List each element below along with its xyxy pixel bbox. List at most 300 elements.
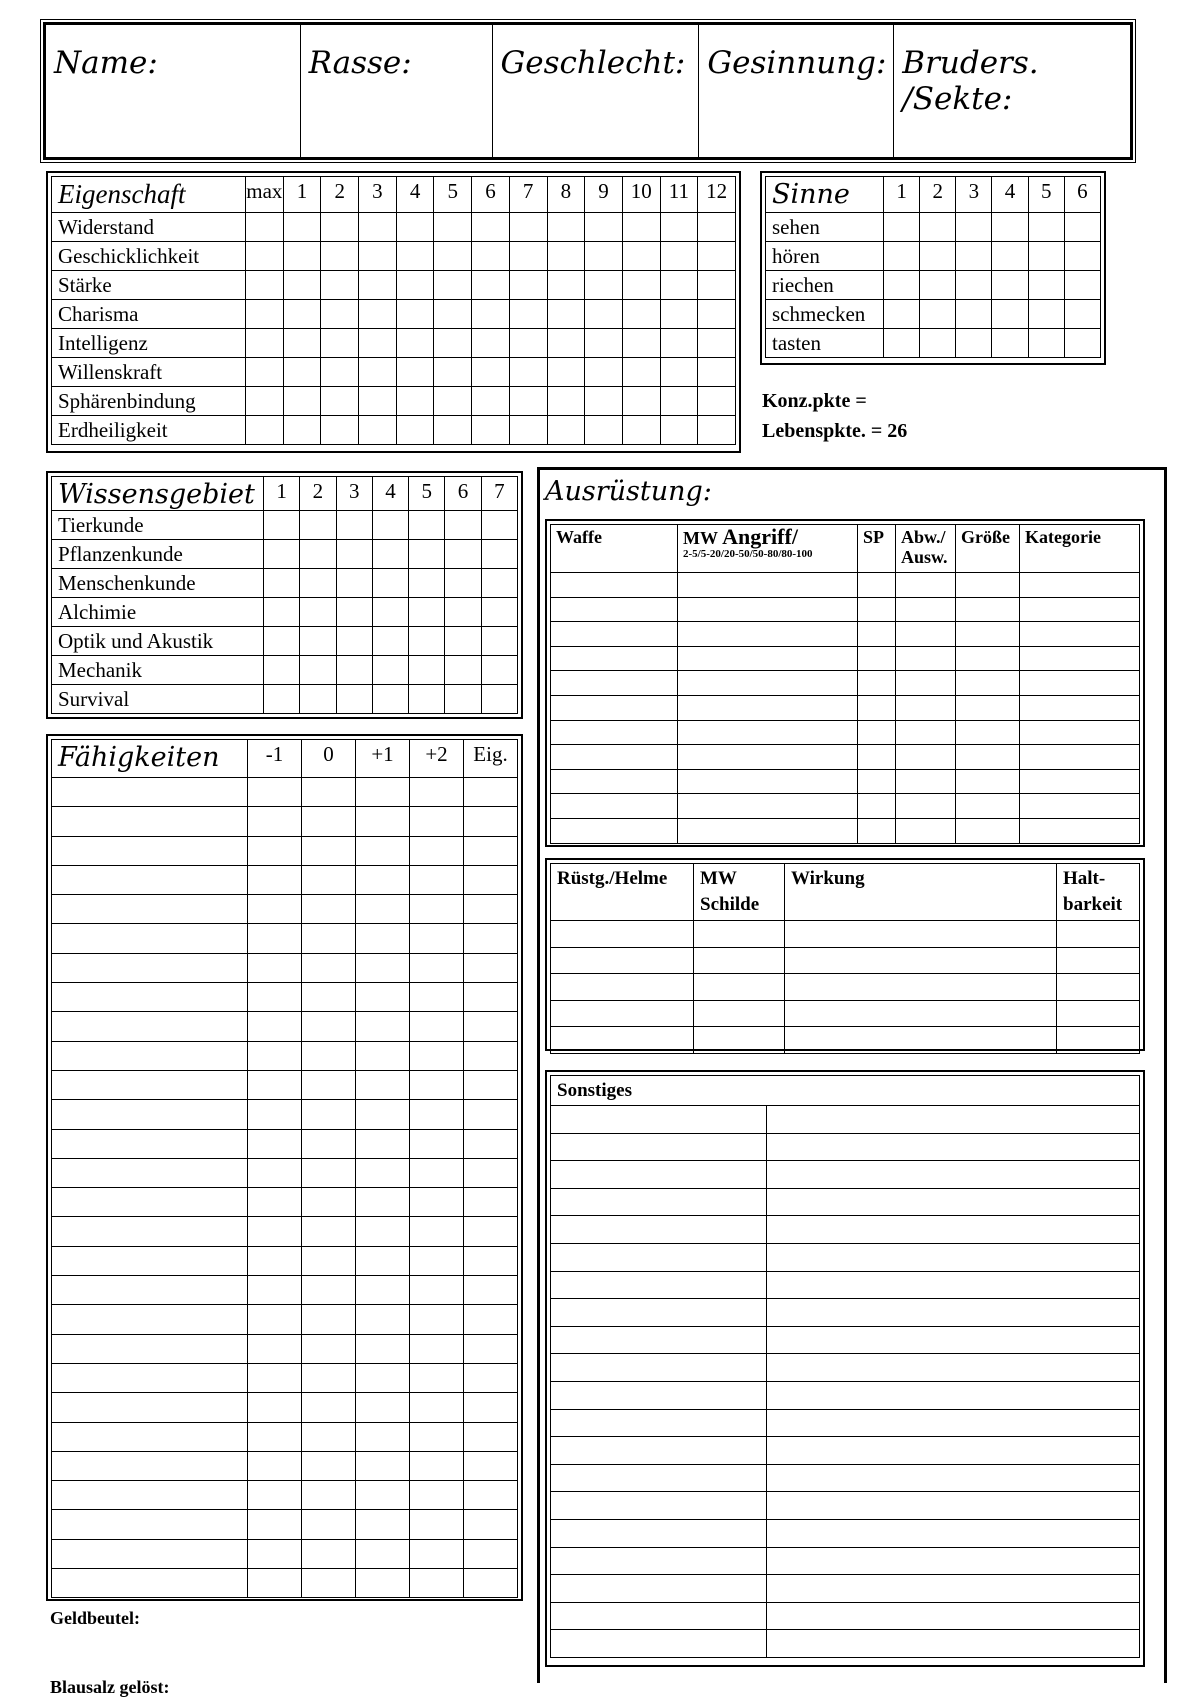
wissen-cell[interactable] [264,598,300,627]
waffen-row-cell[interactable] [858,573,896,598]
ruestung-row-cell[interactable] [694,974,785,1001]
eigenschaft-cell[interactable] [547,213,585,242]
faehigkeiten-cell[interactable] [464,895,518,924]
faehigkeiten-cell[interactable] [464,1363,518,1392]
ruestung-row-cell[interactable] [785,921,1057,948]
sinne-cell[interactable] [920,300,956,329]
wissen-cell[interactable] [372,598,408,627]
faehigkeiten-cell[interactable] [248,1188,302,1217]
eigenschaft-cell[interactable] [283,242,321,271]
eigenschaft-cell[interactable] [246,213,284,242]
sonstiges-row-cell[interactable] [551,1299,767,1327]
sonstiges-row-cell[interactable] [551,1464,767,1492]
faehigkeiten-cell[interactable] [464,1393,518,1422]
eigenschaft-cell[interactable] [622,329,660,358]
sinne-cell[interactable] [1064,213,1100,242]
sinne-cell[interactable] [992,213,1028,242]
waffen-row-cell[interactable] [896,597,956,622]
faehigkeiten-cell[interactable] [356,1305,410,1334]
faehigkeiten-cell[interactable] [248,1217,302,1246]
faehigkeiten-cell[interactable] [248,1569,302,1598]
faehigkeiten-row-label[interactable] [52,1422,248,1451]
wissen-cell[interactable] [481,685,517,714]
eigenschaft-cell[interactable] [585,242,623,271]
rasse-field[interactable] [301,25,493,157]
faehigkeiten-cell[interactable] [302,953,356,982]
eigenschaft-cell[interactable] [585,271,623,300]
sonstiges-row-cell[interactable] [551,1519,767,1547]
waffen-row-cell[interactable] [678,646,858,671]
eigenschaft-cell[interactable] [359,242,397,271]
faehigkeiten-row-label[interactable] [52,1129,248,1158]
faehigkeiten-cell[interactable] [248,895,302,924]
waffen-row-cell[interactable] [1020,745,1140,770]
sinne-cell[interactable] [956,300,992,329]
faehigkeiten-cell[interactable] [464,1481,518,1510]
wissen-cell[interactable] [445,627,481,656]
eigenschaft-cell[interactable] [434,271,472,300]
faehigkeiten-cell[interactable] [248,807,302,836]
waffen-row-cell[interactable] [896,745,956,770]
faehigkeiten-cell[interactable] [410,1100,464,1129]
name-field[interactable] [46,25,301,157]
ruestung-row-cell[interactable] [551,1000,694,1027]
sonstiges-row-cell[interactable] [551,1133,767,1161]
wissen-cell[interactable] [372,656,408,685]
waffen-row-cell[interactable] [896,695,956,720]
waffen-row-cell[interactable] [1020,573,1140,598]
ruestung-row-cell[interactable] [1057,1000,1140,1027]
sinne-cell[interactable] [1028,213,1064,242]
eigenschaft-cell[interactable] [547,416,585,445]
faehigkeiten-cell[interactable] [464,953,518,982]
eigenschaft-cell[interactable] [246,358,284,387]
faehigkeiten-row-label[interactable] [52,865,248,894]
faehigkeiten-cell[interactable] [248,1276,302,1305]
faehigkeiten-cell[interactable] [248,1100,302,1129]
faehigkeiten-cell[interactable] [410,1012,464,1041]
sinne-cell[interactable] [884,300,920,329]
eigenschaft-cell[interactable] [359,271,397,300]
faehigkeiten-cell[interactable] [464,1334,518,1363]
faehigkeiten-cell[interactable] [356,1158,410,1187]
faehigkeiten-cell[interactable] [464,836,518,865]
faehigkeiten-cell[interactable] [248,1481,302,1510]
faehigkeiten-cell[interactable] [464,1246,518,1275]
faehigkeiten-row-label[interactable] [52,1334,248,1363]
faehigkeiten-cell[interactable] [464,1100,518,1129]
eigenschaft-cell[interactable] [698,416,736,445]
sinne-cell[interactable] [1028,271,1064,300]
sinne-cell[interactable] [1064,242,1100,271]
sinne-cell[interactable] [992,271,1028,300]
eigenschaft-cell[interactable] [283,329,321,358]
eigenschaft-cell[interactable] [396,213,434,242]
ruestung-row-cell[interactable] [1057,921,1140,948]
sonstiges-row-cell[interactable] [767,1519,1140,1547]
sinne-cell[interactable] [1028,329,1064,358]
sinne-cell[interactable] [992,329,1028,358]
waffen-row-cell[interactable] [678,671,858,696]
eigenschaft-cell[interactable] [622,358,660,387]
faehigkeiten-cell[interactable] [410,1510,464,1539]
sonstiges-row-cell[interactable] [767,1188,1140,1216]
wissen-cell[interactable] [481,656,517,685]
sonstiges-row-cell[interactable] [551,1547,767,1575]
faehigkeiten-cell[interactable] [464,1422,518,1451]
eigenschaft-cell[interactable] [585,300,623,329]
faehigkeiten-cell[interactable] [356,836,410,865]
waffen-row-cell[interactable] [956,622,1020,647]
waffen-row-cell[interactable] [551,720,678,745]
sonstiges-row-cell[interactable] [551,1271,767,1299]
faehigkeiten-cell[interactable] [302,1363,356,1392]
faehigkeiten-cell[interactable] [356,1041,410,1070]
faehigkeiten-cell[interactable] [356,1276,410,1305]
wissen-cell[interactable] [336,627,372,656]
eigenschaft-cell[interactable] [585,387,623,416]
wissen-cell[interactable] [372,627,408,656]
waffen-row-cell[interactable] [551,597,678,622]
faehigkeiten-cell[interactable] [464,1012,518,1041]
eigenschaft-cell[interactable] [321,271,359,300]
eigenschaft-cell[interactable] [283,387,321,416]
eigenschaft-cell[interactable] [509,300,547,329]
faehigkeiten-cell[interactable] [356,895,410,924]
faehigkeiten-cell[interactable] [356,1569,410,1598]
waffen-row-cell[interactable] [678,720,858,745]
sonstiges-row-cell[interactable] [551,1409,767,1437]
sonstiges-row-cell[interactable] [551,1326,767,1354]
waffen-row-cell[interactable] [858,769,896,794]
eigenschaft-cell[interactable] [622,300,660,329]
waffen-row-cell[interactable] [858,695,896,720]
eigenschaft-cell[interactable] [698,242,736,271]
wissen-cell[interactable] [409,627,445,656]
wissen-cell[interactable] [445,511,481,540]
sinne-cell[interactable] [956,242,992,271]
faehigkeiten-row-label[interactable] [52,1012,248,1041]
faehigkeiten-cell[interactable] [464,778,518,807]
faehigkeiten-cell[interactable] [302,895,356,924]
faehigkeiten-row-label[interactable] [52,1100,248,1129]
eigenschaft-cell[interactable] [359,416,397,445]
faehigkeiten-cell[interactable] [302,1539,356,1568]
eigenschaft-cell[interactable] [283,358,321,387]
faehigkeiten-cell[interactable] [248,1451,302,1480]
sonstiges-row-cell[interactable] [551,1106,767,1134]
faehigkeiten-cell[interactable] [248,1158,302,1187]
faehigkeiten-cell[interactable] [356,924,410,953]
faehigkeiten-row-label[interactable] [52,1481,248,1510]
faehigkeiten-cell[interactable] [302,807,356,836]
eigenschaft-cell[interactable] [434,416,472,445]
wissen-cell[interactable] [409,511,445,540]
waffen-row-cell[interactable] [551,671,678,696]
eigenschaft-cell[interactable] [660,213,698,242]
waffen-row-cell[interactable] [551,622,678,647]
sinne-cell[interactable] [884,242,920,271]
eigenschaft-cell[interactable] [660,358,698,387]
waffen-row-cell[interactable] [678,794,858,819]
sonstiges-row-cell[interactable] [551,1188,767,1216]
faehigkeiten-cell[interactable] [248,1070,302,1099]
sonstiges-row-cell[interactable] [551,1492,767,1520]
sinne-cell[interactable] [1064,271,1100,300]
faehigkeiten-cell[interactable] [302,1569,356,1598]
faehigkeiten-cell[interactable] [410,836,464,865]
faehigkeiten-row-label[interactable] [52,1158,248,1187]
ruestung-row-cell[interactable] [785,1027,1057,1054]
eigenschaft-cell[interactable] [246,242,284,271]
eigenschaft-cell[interactable] [472,242,510,271]
sonstiges-row-cell[interactable] [767,1602,1140,1630]
wissen-cell[interactable] [372,540,408,569]
eigenschaft-cell[interactable] [246,271,284,300]
bruderschaft-field[interactable] [894,25,1130,157]
sinne-cell[interactable] [956,271,992,300]
eigenschaft-cell[interactable] [321,300,359,329]
wissen-cell[interactable] [300,511,336,540]
sinne-cell[interactable] [884,271,920,300]
faehigkeiten-cell[interactable] [464,983,518,1012]
faehigkeiten-cell[interactable] [302,1188,356,1217]
waffen-row-cell[interactable] [956,818,1020,843]
waffen-row-cell[interactable] [1020,818,1140,843]
waffen-row-cell[interactable] [896,769,956,794]
eigenschaft-cell[interactable] [246,416,284,445]
faehigkeiten-cell[interactable] [464,1070,518,1099]
eigenschaft-cell[interactable] [622,242,660,271]
eigenschaft-cell[interactable] [434,358,472,387]
eigenschaft-cell[interactable] [585,416,623,445]
eigenschaft-cell[interactable] [396,242,434,271]
waffen-row-cell[interactable] [678,622,858,647]
eigenschaft-cell[interactable] [622,387,660,416]
sinne-cell[interactable] [956,329,992,358]
faehigkeiten-cell[interactable] [410,1188,464,1217]
waffen-row-cell[interactable] [858,597,896,622]
eigenschaft-cell[interactable] [547,300,585,329]
wissen-cell[interactable] [445,569,481,598]
sonstiges-row-cell[interactable] [767,1216,1140,1244]
wissen-cell[interactable] [372,685,408,714]
faehigkeiten-cell[interactable] [302,1100,356,1129]
faehigkeiten-cell[interactable] [356,1100,410,1129]
eigenschaft-cell[interactable] [660,416,698,445]
eigenschaft-cell[interactable] [698,213,736,242]
faehigkeiten-row-label[interactable] [52,1539,248,1568]
faehigkeiten-cell[interactable] [464,924,518,953]
eigenschaft-cell[interactable] [547,329,585,358]
faehigkeiten-row-label[interactable] [52,1276,248,1305]
eigenschaft-cell[interactable] [283,416,321,445]
eigenschaft-cell[interactable] [698,387,736,416]
faehigkeiten-row-label[interactable] [52,1041,248,1070]
eigenschaft-cell[interactable] [434,329,472,358]
eigenschaft-cell[interactable] [396,271,434,300]
waffen-row-cell[interactable] [896,622,956,647]
eigenschaft-cell[interactable] [547,271,585,300]
eigenschaft-cell[interactable] [396,387,434,416]
waffen-row-cell[interactable] [956,597,1020,622]
wissen-cell[interactable] [445,656,481,685]
ruestung-row-cell[interactable] [1057,1027,1140,1054]
waffen-row-cell[interactable] [896,720,956,745]
eigenschaft-cell[interactable] [622,416,660,445]
sinne-cell[interactable] [920,213,956,242]
ruestung-row-cell[interactable] [551,947,694,974]
faehigkeiten-cell[interactable] [464,1539,518,1568]
waffen-row-cell[interactable] [858,646,896,671]
wissen-cell[interactable] [336,685,372,714]
wissen-cell[interactable] [300,540,336,569]
eigenschaft-cell[interactable] [396,416,434,445]
faehigkeiten-cell[interactable] [248,1539,302,1568]
ruestung-row-cell[interactable] [694,1027,785,1054]
faehigkeiten-cell[interactable] [464,1305,518,1334]
wissen-cell[interactable] [481,569,517,598]
faehigkeiten-cell[interactable] [248,1041,302,1070]
eigenschaft-cell[interactable] [622,213,660,242]
faehigkeiten-cell[interactable] [356,778,410,807]
gesinnung-field[interactable] [699,25,894,157]
eigenschaft-cell[interactable] [509,271,547,300]
faehigkeiten-cell[interactable] [464,1451,518,1480]
wissen-cell[interactable] [409,569,445,598]
waffen-row-cell[interactable] [896,818,956,843]
sinne-cell[interactable] [1064,300,1100,329]
eigenschaft-cell[interactable] [472,300,510,329]
faehigkeiten-cell[interactable] [464,1129,518,1158]
waffen-row-cell[interactable] [858,671,896,696]
wissen-cell[interactable] [264,656,300,685]
sinne-cell[interactable] [1028,242,1064,271]
waffen-row-cell[interactable] [1020,597,1140,622]
faehigkeiten-cell[interactable] [302,1217,356,1246]
faehigkeiten-cell[interactable] [302,1334,356,1363]
waffen-row-cell[interactable] [858,745,896,770]
eigenschaft-cell[interactable] [246,300,284,329]
faehigkeiten-cell[interactable] [356,1012,410,1041]
faehigkeiten-cell[interactable] [356,865,410,894]
sonstiges-row-cell[interactable] [767,1464,1140,1492]
faehigkeiten-cell[interactable] [464,807,518,836]
waffen-row-cell[interactable] [678,597,858,622]
faehigkeiten-row-label[interactable] [52,1393,248,1422]
faehigkeiten-cell[interactable] [356,1217,410,1246]
faehigkeiten-cell[interactable] [356,953,410,982]
faehigkeiten-row-label[interactable] [52,1569,248,1598]
waffen-row-cell[interactable] [1020,695,1140,720]
sinne-cell[interactable] [992,300,1028,329]
eigenschaft-cell[interactable] [359,213,397,242]
faehigkeiten-cell[interactable] [356,1451,410,1480]
faehigkeiten-row-label[interactable] [52,1305,248,1334]
sonstiges-row-cell[interactable] [767,1299,1140,1327]
waffen-row-cell[interactable] [956,671,1020,696]
eigenschaft-cell[interactable] [547,242,585,271]
faehigkeiten-cell[interactable] [248,1334,302,1363]
wissen-cell[interactable] [445,540,481,569]
sonstiges-row-cell[interactable] [551,1575,767,1603]
sonstiges-row-cell[interactable] [551,1437,767,1465]
eigenschaft-cell[interactable] [359,358,397,387]
eigenschaft-cell[interactable] [283,271,321,300]
eigenschaft-cell[interactable] [472,329,510,358]
eigenschaft-cell[interactable] [698,271,736,300]
sinne-cell[interactable] [920,329,956,358]
waffen-row-cell[interactable] [858,720,896,745]
faehigkeiten-cell[interactable] [356,1481,410,1510]
sonstiges-row-cell[interactable] [767,1575,1140,1603]
wissen-cell[interactable] [372,569,408,598]
faehigkeiten-row-label[interactable] [52,1217,248,1246]
eigenschaft-cell[interactable] [434,242,472,271]
wissen-cell[interactable] [300,656,336,685]
sinne-cell[interactable] [920,271,956,300]
eigenschaft-cell[interactable] [622,271,660,300]
sinne-cell[interactable] [992,242,1028,271]
wissen-cell[interactable] [264,540,300,569]
faehigkeiten-cell[interactable] [248,1393,302,1422]
waffen-row-cell[interactable] [551,695,678,720]
eigenschaft-cell[interactable] [509,416,547,445]
faehigkeiten-cell[interactable] [302,1305,356,1334]
faehigkeiten-row-label[interactable] [52,836,248,865]
waffen-row-cell[interactable] [896,646,956,671]
eigenschaft-cell[interactable] [396,358,434,387]
faehigkeiten-cell[interactable] [248,1422,302,1451]
wissen-cell[interactable] [336,598,372,627]
faehigkeiten-cell[interactable] [248,1012,302,1041]
faehigkeiten-cell[interactable] [302,1070,356,1099]
faehigkeiten-cell[interactable] [248,778,302,807]
eigenschaft-cell[interactable] [434,213,472,242]
sonstiges-row-cell[interactable] [767,1243,1140,1271]
faehigkeiten-cell[interactable] [410,1539,464,1568]
waffen-row-cell[interactable] [678,818,858,843]
waffen-row-cell[interactable] [896,671,956,696]
eigenschaft-cell[interactable] [660,329,698,358]
eigenschaft-cell[interactable] [698,358,736,387]
faehigkeiten-row-label[interactable] [52,924,248,953]
faehigkeiten-cell[interactable] [356,1334,410,1363]
wissen-cell[interactable] [300,685,336,714]
eigenschaft-cell[interactable] [359,387,397,416]
sinne-cell[interactable] [1028,300,1064,329]
eigenschaft-cell[interactable] [698,300,736,329]
waffen-row-cell[interactable] [956,769,1020,794]
eigenschaft-cell[interactable] [321,329,359,358]
sonstiges-row-cell[interactable] [767,1492,1140,1520]
wissen-cell[interactable] [264,685,300,714]
eigenschaft-cell[interactable] [321,387,359,416]
eigenschaft-cell[interactable] [472,213,510,242]
sonstiges-row-cell[interactable] [551,1381,767,1409]
wissen-cell[interactable] [300,627,336,656]
wissen-cell[interactable] [264,627,300,656]
faehigkeiten-cell[interactable] [410,1393,464,1422]
ruestung-row-cell[interactable] [1057,974,1140,1001]
waffen-row-cell[interactable] [551,646,678,671]
waffen-row-cell[interactable] [551,818,678,843]
eigenschaft-cell[interactable] [434,300,472,329]
eigenschaft-cell[interactable] [585,329,623,358]
faehigkeiten-cell[interactable] [302,983,356,1012]
faehigkeiten-cell[interactable] [410,807,464,836]
faehigkeiten-cell[interactable] [302,1393,356,1422]
